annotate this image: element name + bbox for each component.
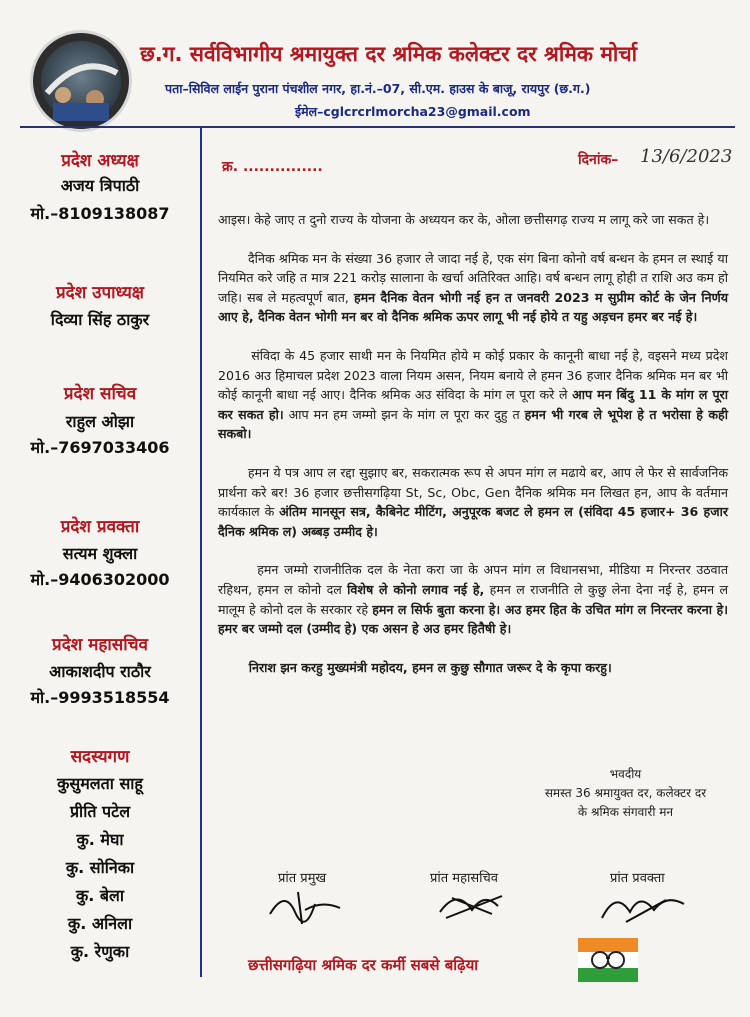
secretary-role: प्रदेश सचिव (63, 384, 137, 404)
spokesperson-role: प्रदेश प्रवक्ता (60, 517, 140, 537)
signature-general-secretary-mark (432, 884, 522, 924)
reference-number: क्र. ............... (222, 159, 323, 175)
member-item: कु. सोनिका (65, 858, 135, 877)
signature-general-secretary-title: प्रांत महासचिव (430, 871, 498, 886)
closing-line-3: के श्रमिक संगवारी मन (577, 805, 674, 819)
president-name: अजय त्रिपाठी (60, 176, 140, 195)
tricolor-logo-icon (578, 938, 638, 982)
paragraph-5: हमन जम्मो राजनीतिक दल के नेता करा जा के अपन मांग ल विधानसभा, मीडिया म निरन्तर उठवात रहिथन, हमन ल कोनो दल विशेष ले कोनो लगाव नई हे, हमन ल राजनीति ले कुछु लेना देना नई हे, हमन ल मालूम हे कोनो दल के सरकार रहे हमन ल सिर्फ बुता करना हे। अउ हमर हित के उचित मांग ल निरन्तर करना हे। हमर बर जम्मो दल (उम्मीद हे) एक असन हे अउ हमर हितैषी हे। (218, 562, 728, 637)
members-heading: सदस्यगण (70, 747, 130, 767)
vice-president-role: प्रदेश उपाध्यक्ष (56, 283, 144, 303)
member-item: कु. मेघा (76, 830, 124, 849)
member-item: प्रीति पटेल (69, 802, 131, 821)
members-list (0, 770, 200, 966)
date-label: दिनांक– (578, 152, 619, 168)
sidebar-divider (200, 127, 202, 977)
spokesperson-name: सत्यम शुक्ला (62, 544, 138, 563)
general-secretary-phone: मो.–9993518554 (30, 688, 170, 707)
president-role: प्रदेश अध्यक्ष (61, 151, 139, 171)
organization-email: ईमेल–cglcrcrlmorcha23@gmail.com (295, 104, 531, 119)
secretary-name: राहुल ओझा (65, 412, 135, 431)
date-value: 13/6/2023 (640, 146, 733, 167)
footer-slogan: छत्तीसगढ़िया श्रमिक दर कर्मी सबसे बढ़िया (248, 956, 479, 974)
paragraph-3: संविदा के 45 हजार साथी मन के नियमित होये म कोई प्रकार के कानूनी बाधा नई हे, वइसने मध्य प्रदेश 2016 अउ हिमाचल प्रदेश 2023 वाला नियम असन, नियम बनाये ले हमन 36 हजार दैनिक श्रमिक मन बर भी कोई कानूनी बाधा नई आए। दैनिक श्रमिक अउ संविदा के मांग ल पूरा करे ले आप मन बिंदु 11 के मांग ल पूरा कर सकत हो। आप मन हम जम्मो झन के मांग ल पूरा कर दुहु त हमन भी गरब ले भूपेश हे त भरोसा हे कही सकबो। (218, 347, 729, 442)
signature-chief-mark (260, 884, 350, 930)
organization-address: पता–सिविल लाईन पुराना पंचशील नगर, हा.नं.–07, सी.एम. हाउस के बाजू, रायपुर (छ.ग.) (165, 81, 591, 96)
secretary-phone: मो.–7697033406 (30, 438, 170, 457)
general-secretary-name: आकाशदीप राठौर (49, 662, 151, 681)
vice-president-name: दिव्या सिंह ठाकुर (50, 310, 150, 329)
signature-spokesperson-mark (596, 882, 696, 928)
paragraph-4: हमन ये पत्र आप ल रद्दा सुझाए बर, सकरात्मक रूप से अपन मांग ल मढाये बर, आप ले फेर से सार्वजनिक प्रार्थना करे बर! 36 हजार छत्तीसगढ़िया St, Sc, Obc, Gen दैनिक श्रमिक मन लिखत हन, आप के वर्तमान कार्यकाल के अंतिम मानसून सत्र, कैबिनेट मीटिंग, अनुपूरक बजट ले हमन ल (संविदा 45 हजार+ 36 हजार दैनिक श्रमिक ल) अब्बड़ उम्मीद हे। (218, 464, 728, 539)
logo-graphic-icon (33, 33, 129, 129)
signature-chief-title: प्रांत प्रमुख (278, 871, 327, 886)
general-secretary-role: प्रदेश महासचिव (52, 635, 148, 655)
paragraph-2: दैनिक श्रमिक मन के संख्या 36 हजार ले जादा नई हे, एक संग बिना कोनो वर्ष बन्धन के हमन ल स्थाई या नियमित करे जहि त मात्र 221 करोड़ सालाना के खर्चा अतिरिक्त आहि। वर्ष बन्धन लागू होही त राशि अउ कम हो जहि। सब ले महत्वपूर्ण बात, हमन दैनिक वेतन भोगी नई हन त जनवरी 2023 म सुप्रीम कोर्ट के जेन निर्णय आए हे, दैनिक वेतन भोगी मन बर वो दैनिक श्रमिक ऊपर लागू भी नई होये त यहु अड़चन हमर बर नई हे। (218, 250, 728, 325)
paragraph-1: आइस। केहे जाए त दुनो राज्य के योजना के अध्ययन कर के, ओला छत्तीसगढ़ राज्य म लागू करे जा सकत हे। (218, 212, 710, 227)
signature-spokesperson-title: प्रांत प्रवक्ता (610, 871, 665, 886)
letter-body (218, 210, 728, 677)
member-item: कु. अनिला (67, 914, 133, 933)
paragraph-6: निराश झन करहु मुख्यमंत्री महोदय, हमन ल कुछु सौगात जरूर दे के कृपा करहु। (248, 659, 612, 675)
closing-salutation: भवदीय (609, 767, 642, 781)
header-divider (20, 126, 735, 128)
organization-name: छ.ग. सर्वविभागीय श्रमायुक्त दर श्रमिक कलेक्टर दर श्रमिक मोर्चा (140, 42, 638, 66)
president-phone: मो.–8109138087 (30, 204, 170, 223)
spokesperson-phone: मो.–9406302000 (30, 570, 170, 589)
closing-block (518, 765, 733, 822)
member-item: कु. रेणुका (70, 942, 130, 961)
member-item: कुसुमलता साहू (57, 774, 143, 793)
member-item: कु. बेला (75, 886, 125, 905)
organization-logo (30, 30, 132, 132)
closing-line-2: समस्त 36 श्रमायुक्त दर, कलेक्टर दर (544, 786, 707, 800)
